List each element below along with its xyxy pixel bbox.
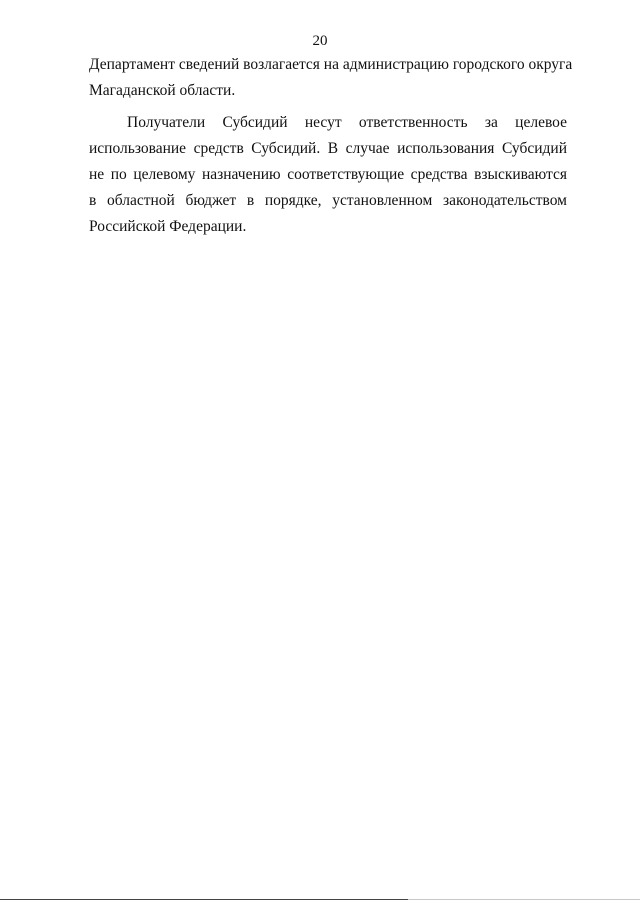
paragraph-line: Российской Федерации.: [89, 218, 247, 235]
document-body: [89, 52, 573, 240]
bottom-scan-edge-faint: [408, 899, 640, 900]
paragraph-1: [89, 52, 573, 104]
paragraph-line: не по целевому назначению соответствующие средства взыскиваются: [89, 166, 567, 183]
paragraph-line: Магаданской области.: [89, 82, 236, 99]
bottom-scan-edge: [0, 899, 408, 900]
paragraph-line: Получатели Субсидий несут ответственность за целевое: [127, 114, 567, 131]
paragraph-line: Департамент сведений возлагается на администрацию городского округа: [89, 56, 573, 73]
paragraph-2: [89, 110, 567, 240]
paragraph-line: использование средств Субсидий. В случае использования Субсидий: [89, 140, 567, 157]
page-number: 20: [312, 33, 328, 49]
paragraph-line: в областной бюджет в порядке, установленном законодательством: [89, 192, 567, 209]
